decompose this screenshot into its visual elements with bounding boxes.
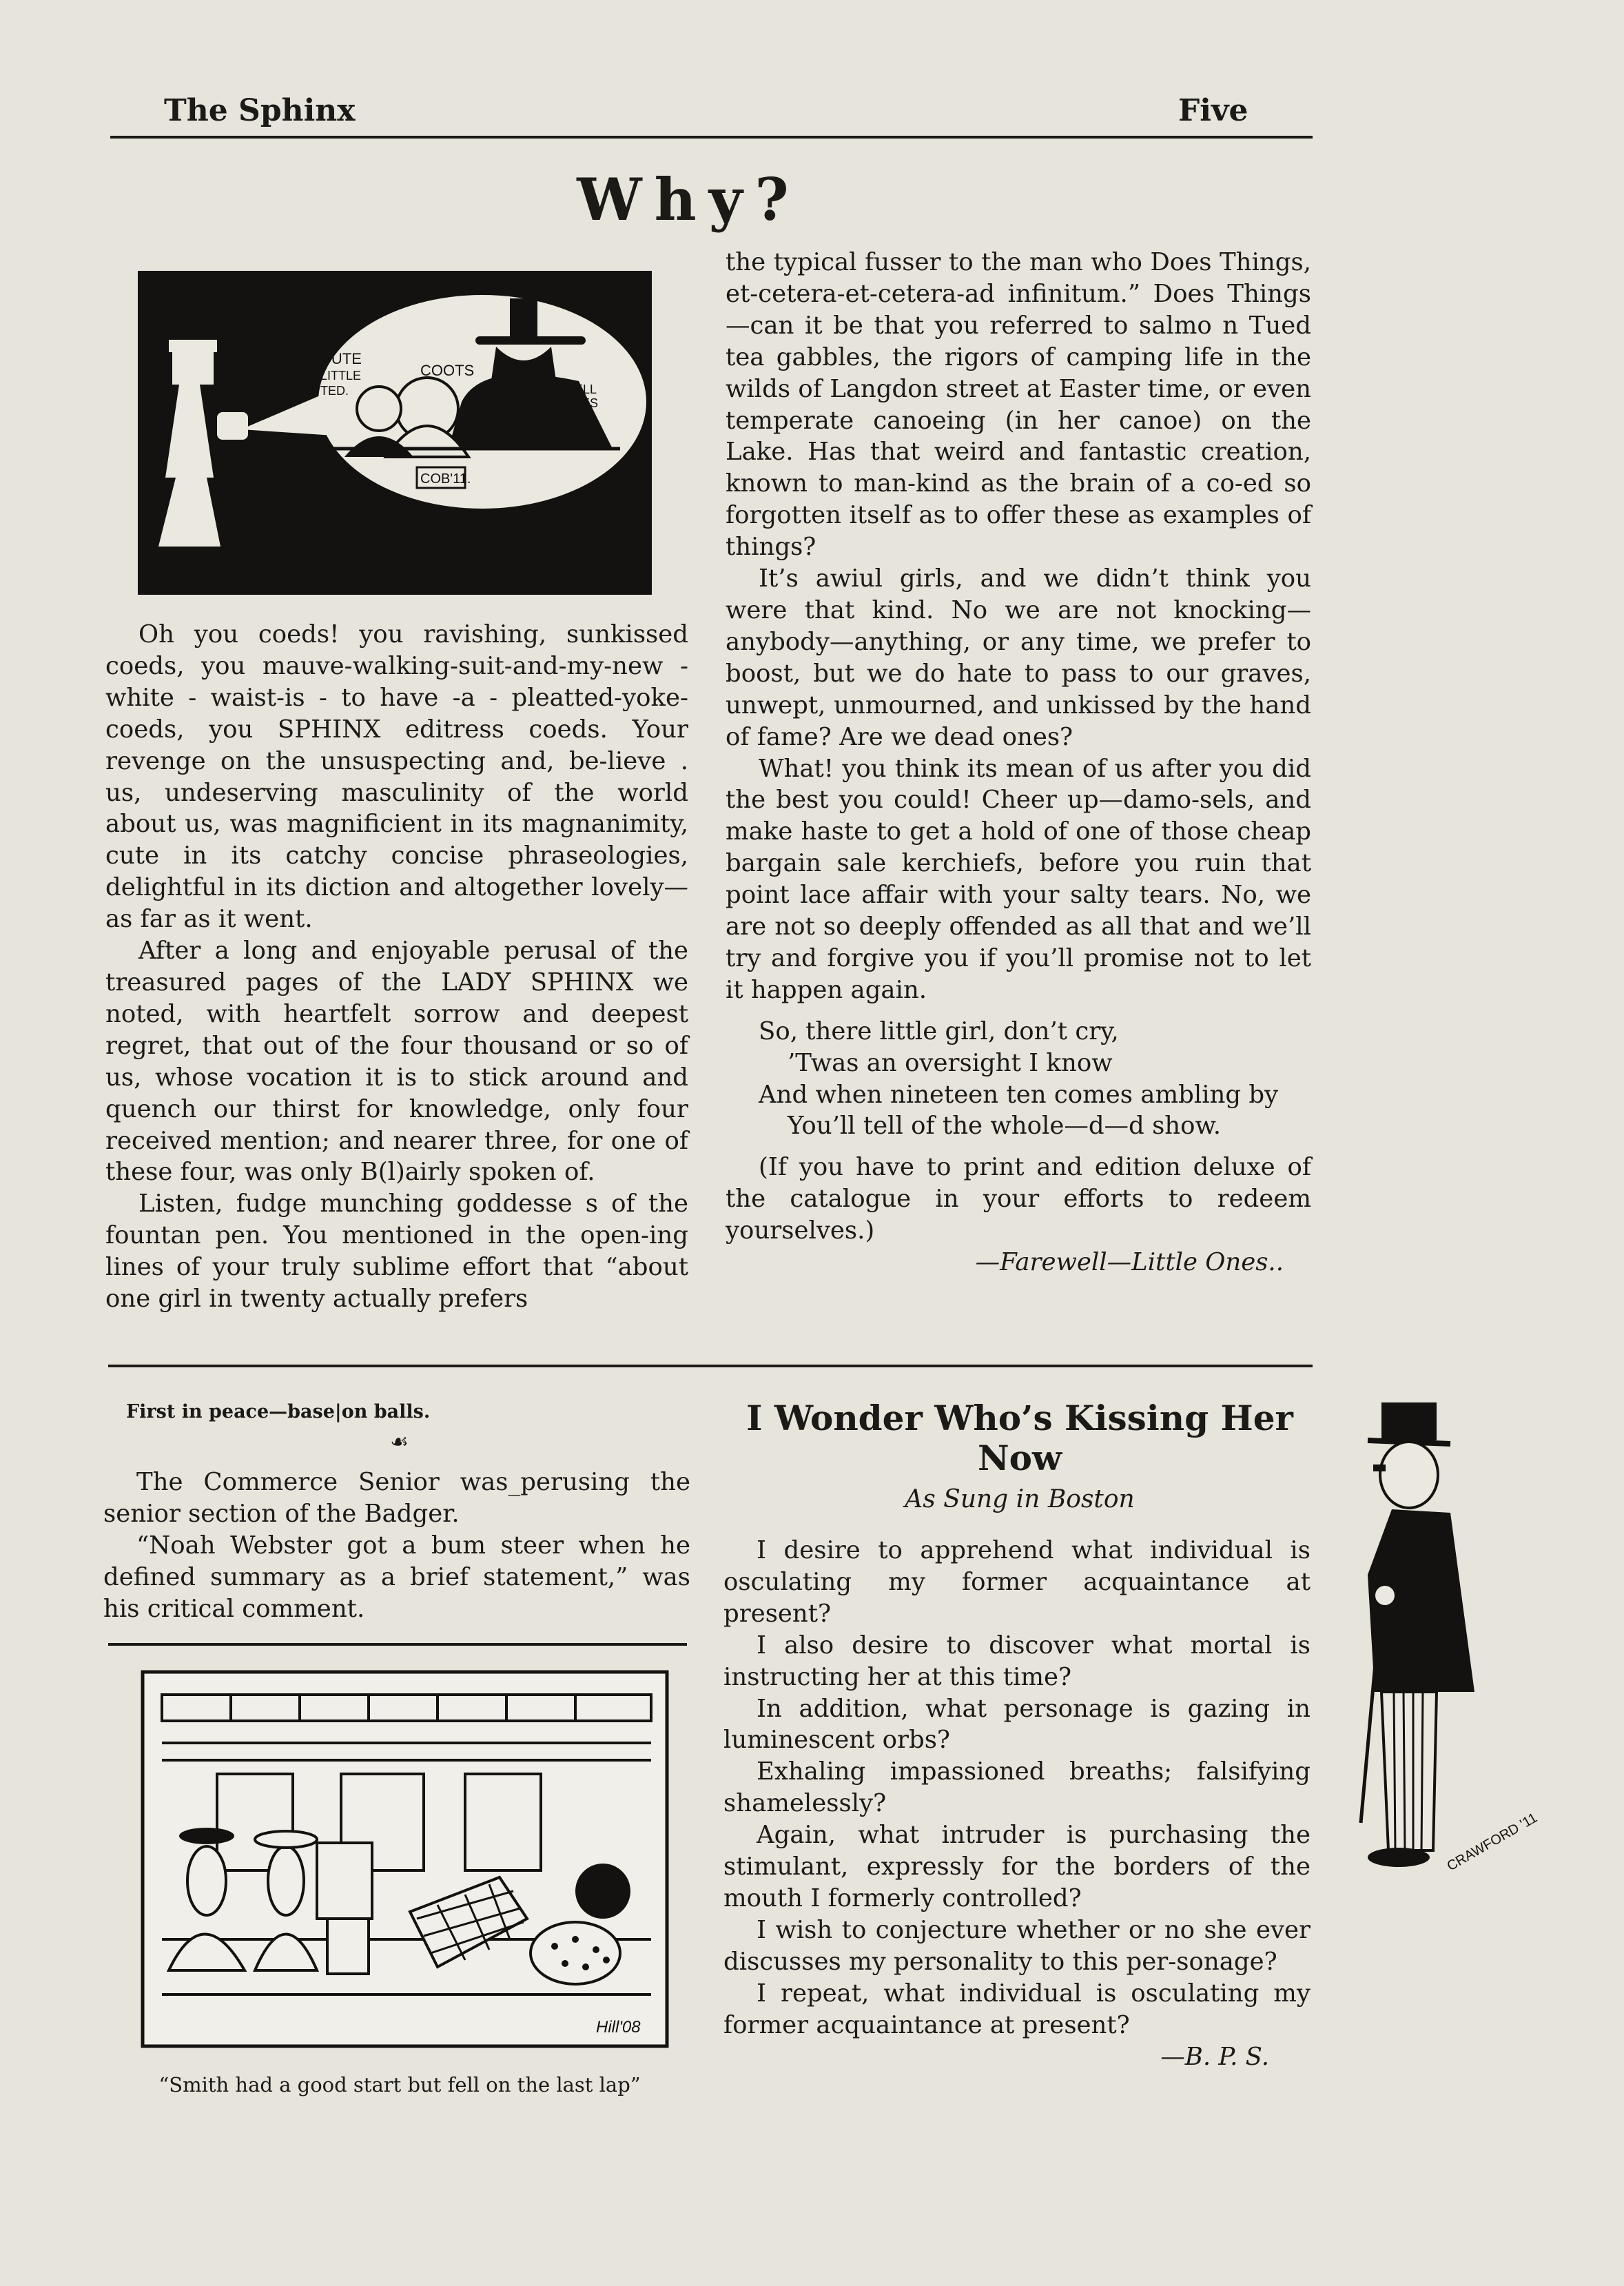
song-body — [723, 1535, 1310, 2072]
ornament: ☙ — [390, 1430, 409, 1454]
label-cute-little-ted: CUTE — [320, 350, 362, 367]
paragraph: Again, what intruder is purchasing the stimulant, expressly for the borders of the mouth I formerly controlled? — [723, 1821, 1310, 1912]
paragraph: I also desire to discover what mortal is instructing her at this time? — [723, 1631, 1310, 1691]
song-signature: —B. P. S. — [1160, 2042, 1269, 2071]
cartoon-signature-hill: Hill'08 — [596, 2018, 641, 2037]
label-coots: COOTS — [420, 362, 475, 379]
paragraph: It’s awiul girls, and we didn’t think you were that kind. No we are not knocking—anybody—anything, or any time, we prefer to boost, but we do hate to pass to our graves, unwept, unmourned, and unkissed by the hand of fame? Are we dead ones? — [726, 564, 1311, 751]
header-rule — [110, 136, 1313, 139]
article-left-column — [105, 619, 688, 1315]
svg-text:NOYES: NOYES — [555, 396, 599, 410]
paragraph: After a long and enjoyable perusal of the treasured pages of the LADY SPHINX we noted, with heartfelt sorrow and deepest regret, that out of the four thousand or so of us, whose vocation it is to stick around and quench our thirst for knowledge, only four received mention; and nearer three, for one of these four, was only B(l)airly spoken of. — [105, 937, 688, 1187]
cartoon-illustration-train — [141, 1671, 668, 2048]
svg-text:TED.: TED. — [320, 384, 349, 398]
paragraph: I repeat, what individual is osculating my former acquaintance at present? — [723, 1979, 1310, 2039]
paragraph: Exhaling impassioned breaths; falsifying shamelessly? — [723, 1757, 1310, 1818]
verse-line: You’ll tell of the whole—d—d show. — [788, 1112, 1221, 1141]
cartoon-illustration-coeds — [138, 271, 652, 595]
signature: —Farewell—Little Ones.. — [975, 1248, 1284, 1277]
cartoon-signature-cob: COB'11. — [420, 471, 471, 487]
paragraph: The Commerce Senior was_perusing the senior section of the Badger. — [103, 1468, 690, 1528]
joke-body — [103, 1467, 690, 1625]
page-number: Five — [1178, 93, 1248, 128]
illustration-top-hat-man — [1354, 1396, 1540, 1892]
verse-line: ’Twas an oversight I know — [788, 1048, 1113, 1077]
joke-rule — [108, 1643, 687, 1646]
paragraph: Listen, fudge munching goddesse s of the fountan pen. You mentioned in the open-ing lines of your truly sublime effort that “about one girl in twenty actually prefers — [105, 1190, 688, 1314]
paragraph: “Noah Webster got a bum steer when he defined summary as a brief statement,” was his critical comment. — [103, 1531, 690, 1623]
article-right-column — [726, 247, 1311, 1278]
paragraph: Oh you coeds! you ravishing, sunkissed coeds, you mauve-walking-suit-and-my-new - white - waist-is - to have -a - pleatted-yoke-coeds, you SPHINX editress coeds. Your revenge on the unsuspecting and, be-lieve . us, undeserving masculinity of the world about us, was magnificient in its magnanimity, cute in its catchy concise phraseologies, delightful in its diction and altogether lovely—as far as it went. — [105, 620, 688, 934]
article-title: Why? — [577, 165, 801, 234]
joke-heading: First in peace—base|on balls. — [126, 1401, 431, 1422]
publication-name: The Sphinx — [164, 93, 356, 128]
svg-text:LITTLE: LITTLE — [320, 369, 362, 382]
label-haskell-noyes: HASKELL — [541, 382, 597, 396]
paragraph: the typical fusser to the man who Does Things, et-cetera-et-cetera-ad infinitum.” Does Things—can it be that you referred to salmo n Tued tea gabbles, the rigors of camping life in the wilds of Langdon street at Easter time, or even temperate canoeing (in her canoe) on the Lake. Has that weird and fantastic creation, known to man-kind as the brain of a co-ed so forgotten itself as to offer these as examples of things? — [726, 248, 1311, 562]
closing-note: (If you have to print and edition deluxe of the catalogue in your efforts to redeem yourselves.) — [726, 1153, 1311, 1245]
paragraph: In addition, what personage is gazing in luminescent orbs? — [723, 1694, 1310, 1755]
song-subtitle: As Sung in Boston — [905, 1485, 1135, 1513]
paragraph: I wish to conjecture whether or no she ever discusses my personality to this per-sonage? — [723, 1915, 1310, 1976]
song-title-line2: Now — [977, 1438, 1062, 1478]
paragraph: What! you think its mean of us after you did the best you could! Cheer up—damo-sels, and make haste to get a hold of one of those cheap bargain sale kerchiefs, before you ruin that point lace affair with your salty tears. No, we are not so deeply offended as all that and we’ll try and forgive you if you’ll promise not to let it happen again. — [726, 754, 1311, 1004]
verse — [726, 1016, 1311, 1143]
verse-line: So, there little girl, don’t cry, — [759, 1017, 1119, 1045]
artist-signature-crawford: CRAWFORD '11 — [1444, 1810, 1540, 1875]
verse-line: And when nineteen ten comes ambling by — [759, 1080, 1279, 1109]
cartoon-caption: “Smith had a good start but fell on the last lap” — [158, 2073, 641, 2096]
song-title-line1: I Wonder Who’s Kissing Her — [746, 1398, 1293, 1438]
section-divider — [108, 1365, 1313, 1367]
paragraph: I desire to apprehend what individual is osculating my former acquaintance at present? — [723, 1536, 1310, 1628]
